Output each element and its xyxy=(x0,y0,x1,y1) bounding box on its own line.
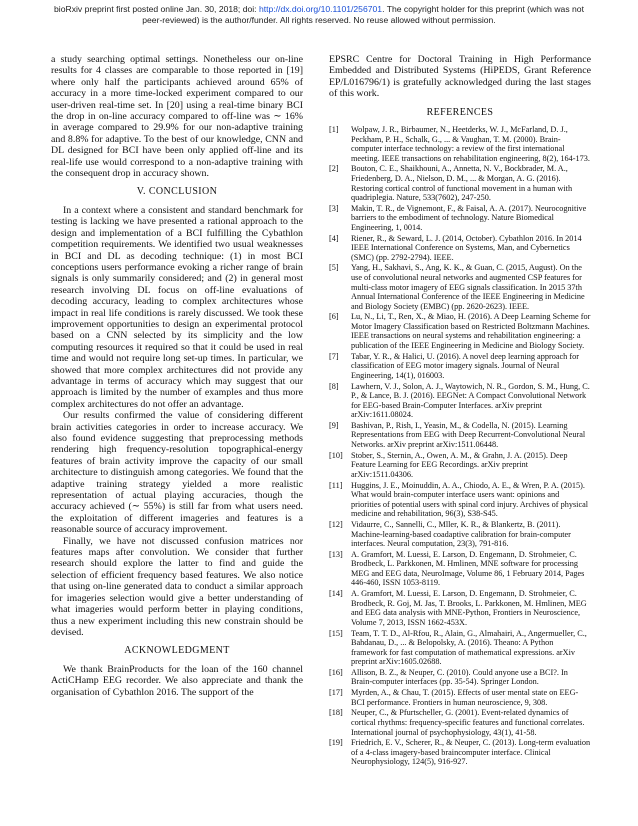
reference-number: [18] xyxy=(329,708,343,718)
conclusion-paragraph-2: Our results confirmed the value of considering different brain activities categories in order to increase accuracy. We also found evidence suggesting that preprocessing methods rendering high frequency-resolution topographical-energy features of brain activity improve the capacity of our small architecture to distinguish among categories. We found that the adaptive training strategy yielded a more realistic representation of actual playing accuracies, though the accuracy achieved (∼ 55%) is still far from what users need. the exploitation of different imageries and features is a reasonable source of accuracy improvement. xyxy=(51,410,303,536)
reference-list xyxy=(329,125,591,767)
reference-item xyxy=(329,125,591,163)
reference-item xyxy=(329,234,591,263)
reference-item xyxy=(329,668,591,687)
reference-number: [7] xyxy=(329,351,339,361)
banner-prefix: bioRxiv preprint first posted online Jan. 30, 2018; doi: xyxy=(54,4,259,14)
reference-item xyxy=(329,589,591,627)
banner-suffix: . The copyright holder for this preprint (which was not xyxy=(382,4,584,14)
reference-item xyxy=(329,312,591,350)
reference-item xyxy=(329,708,591,737)
right-column xyxy=(329,54,591,768)
reference-item xyxy=(329,382,591,420)
reference-text: Lawhern, V. J., Solon, A. J., Waytowich, N. R., Gordon, S. M., Hung, C. P., & Lance, B. J. (2016). EEGNet: A Compact Convolutional Network for EEG-based Brain-Computer Interfaces. arXiv preprint arXiv:1611.08024. xyxy=(351,381,590,420)
reference-text: Tabar, Y. R., & Halici, U. (2016). A novel deep learning approach for classification of EEG motor imagery signals. Journal of Neural Engineering, 14(1), 016003. xyxy=(351,351,579,380)
reference-item xyxy=(329,451,591,480)
reference-number: [6] xyxy=(329,312,339,322)
reference-text: Makin, T. R., de Vignemont, F., & Faisal, A. A. (2017). Neurocognitive barriers to the embodiment of technology. Nature Biomedical Engineering, 1, 0014. xyxy=(351,203,587,232)
reference-number: [2] xyxy=(329,164,339,174)
reference-text: Team, T. T. D., Al-Rfou, R., Alain, G., Almahairi, A., Angermueller, C., Bahdanau, D., ... & Belopolsky, A. (2016). Theano: A Python framework for fast computation of mathematical expressions. arXiv preprint arXiv:1605.02688. xyxy=(351,628,587,667)
reference-text: Yang, H., Sakhavi, S., Ang, K. K., & Guan, C. (2015, August). On the use of convolutional neural networks and augmented CSP features for multi-class motor imagery of EEG signals classification. In 2015 37th Annual International Conference of the IEEE Engineering in Medicine and Biology Society (EMBC) (pp. 2620-2623). IEEE. xyxy=(351,263,585,311)
reference-item xyxy=(329,421,591,450)
acknowledgment-heading: ACKNOWLEDGMENT xyxy=(124,645,230,657)
conclusion-paragraph-3: Finally, we have not discussed confusion matrices nor features maps after convolution. We consider that further research should explore the latter to find and guide the selection of efficient frequency based features. We also notice that using on-line generated data to conduct a similar approach for imageries selection would give a better understanding of what imageries would perform better in playing conditions, thus a new experiment including this new constrain should be devised. xyxy=(51,535,303,638)
reference-number: [12] xyxy=(329,519,343,529)
reference-item xyxy=(329,738,591,767)
reference-text: Vidaurre, C., Sannelli, C., Mller, K. R., & Blankertz, B. (2011). Machine-learning-based coadaptive calibration for brain-computer interfaces. Neural computation, 23(3), 791-816. xyxy=(351,519,571,549)
reference-text: A. Gramfort, M. Luessi, E. Larson, D. Engemann, D. Strohmeier, C. Brodbeck, L. Parkkonen, M. Hmlinen, MNE software for processing MEG and EEG data, NeuroImage, Volume 86, 1 February 2014, Pages 446-460, ISSN 1053-8119. xyxy=(351,549,585,588)
banner-line-1 xyxy=(40,4,598,15)
reference-number: [10] xyxy=(329,450,343,460)
reference-text: Allison, B. Z., & Neuper, C. (2010). Could anyone use a BCI?. In Brain-computer interfaces (pp. 35-54). Springer London. xyxy=(351,667,568,687)
reference-text: A. Gramfort, M. Luessi, E. Larson, D. Engemann, D. Strohmeier, C. Brodbeck, R. Goj, M. Jas, T. Brooks, L. Parkkonen, M. Hmlinen, MEG and EEG data analysis with MNE-Python, Frontiers in Neuroscience, Volume 7, 2013, ISSN 1662-453X. xyxy=(351,589,587,627)
reference-text: Wolpaw, J. R., Birbaumer, N., Heetderks, W. J., McFarland, D. J., Peckham, P. H., Schalk, G., ... & Vaughan, T. M. (2000). Brain-computer interface technology: a review of the first international meeting. IEEE transactions on rehabilitation engineering, 8(2), 164-173. xyxy=(351,125,590,163)
reference-text: Lu, N., Li, T., Ren, X., & Miao, H. (2016). A Deep Learning Scheme for Motor Imagery Classification based on Restricted Boltzmann Machines. IEEE transactions on neural systems and rehabilitation engineering: a publication of the IEEE Engineering in Medicine and Biology Society. xyxy=(351,312,591,350)
reference-number: [4] xyxy=(329,233,339,243)
reference-text: Bashivan, P., Rish, I., Yeasin, M., & Codella, N. (2015). Learning Representations from EEG with Deep Recurrent-Convolutional Neural Networks. arXiv preprint arXiv:1511.06448. xyxy=(351,420,586,450)
discussion-paragraph: a study searching optimal settings. Nonetheless our on-line results for 4 classes are comparable to those reported in [19] where only half the participants achieved around 65% of accuracy in a more time-locked experiment compared to our user-driven real-time set. In [20] using a real-time binary BCI the drop in on-line accuracy compared to off-line was ∼ 16% in average compared to 29.9% for our non-adaptive training and 8.8% for adaptive. To the best of our knowledge, CNN and DL designed for BCI have been only applied off-line and its real-life use would correspond to a non-adaptive training with the consequent drop in accuracy shown. xyxy=(51,54,303,180)
reference-item xyxy=(329,520,591,549)
reference-item xyxy=(329,550,591,588)
acknowledgment-paragraph: We thank BrainProducts for the loan of the 160 channel ActiCHamp EEG recorder. We also appreciate and thank the organisation of Cybathlon 2016. The support of the xyxy=(51,663,303,698)
reference-text: Stober, S., Sternin, A., Owen, A. M., & Grahn, J. A. (2015). Deep Feature Learning for EEG Recordings. arXiv preprint arXiv:1511.04306. xyxy=(351,450,568,479)
reference-text: Myrden, A., & Chau, T. (2015). Effects of user mental state on EEG-BCI performance. Frontiers in human neuroscience, 9, 308. xyxy=(351,688,579,707)
reference-number: [13] xyxy=(329,549,343,559)
reference-number: [1] xyxy=(329,125,339,135)
conclusion-paragraph-1: In a context where a consistent and standard benchmark for testing is lacking we have presented a rational approach to the design and implementation of a BCI fulfilling the Cybathlon competition requirements. We identified two usual weaknesses in BCI and DL as decoding technique: (1) in most BCI conceptions users performance evoking a richer range of brain signals is only summarily considered; and (2) in general most research involving DL focus on off-line evaluations of decoding accuracy, leading to complex architectures whose impact in real life conditions is rarely discussed. We took these improvement opportunities to design an experimental protocol based on a CNN selected by its simplicity and the low computing resources it required so that it could be used in real time and would not require long set-up times. In particular, we showed that more complex architectures did not provide any advantage in terms of accuracy which may suggest that our approach is limited by the number of examples and thus more complex architectures do not offer an advantage. xyxy=(51,204,303,410)
preprint-banner xyxy=(40,4,598,26)
conclusion-heading: V. CONCLUSION xyxy=(136,186,218,198)
reference-number: [11] xyxy=(329,480,343,490)
reference-text: Bouton, C. E., Shaikhouni, A., Annetta, N. V., Bockbrader, M. A., Friedenberg, D. A., Nielson, D. M., ... & Morgan, A. G. (2016). Restoring cortical control of functional movement in a human with quadriplegia. Nature, 533(7602), 247-250. xyxy=(351,164,573,203)
reference-item xyxy=(329,263,591,311)
reference-number: [14] xyxy=(329,589,343,599)
reference-number: [15] xyxy=(329,628,343,638)
reference-number: [8] xyxy=(329,381,339,391)
reference-text: Riener, R., & Seward, L. J. (2014, October). Cybathlon 2016. In 2014 IEEE International Conference on Systems, Man, and Cybernetics (SMC) (pp. 2792-2794). IEEE. xyxy=(351,233,582,262)
reference-text: Huggins, J. E., Moinuddin, A. A., Chiodo, A. E., & Wren, P. A. (2015). What would brain-computer interface users want: opinions and priorities of potential users with spinal cord injury. Archives of physical medicine and rehabilitation, 96(3), S38-S45. xyxy=(351,480,589,519)
reference-number: [17] xyxy=(329,688,343,698)
reference-text: Neuper, C., & Pfurtscheller, G. (2001). Event-related dynamics of cortical rhythms: frequency-specific features and functional correlates. International journal of psychophysiology, 43(1), 41-58. xyxy=(351,708,585,737)
reference-item xyxy=(329,629,591,667)
doi-link[interactable]: http://dx.doi.org/10.1101/256701 xyxy=(258,4,383,14)
reference-number: [19] xyxy=(329,738,343,748)
banner-line-2: peer-reviewed) is the author/funder. All rights reserved. No reuse allowed without permission. xyxy=(142,15,496,25)
left-column xyxy=(51,54,303,698)
reference-number: [3] xyxy=(329,203,339,213)
reference-text: Friedrich, E. V., Scherer, R., & Neuper, C. (2013). Long-term evaluation of a 4-class imagery-based braincomputer interface. Clinical Neurophysiology, 124(5), 916-927. xyxy=(351,738,591,767)
references-heading: REFERENCES xyxy=(426,106,494,118)
reference-item xyxy=(329,352,591,381)
reference-number: [16] xyxy=(329,667,343,677)
reference-item xyxy=(329,204,591,233)
reference-number: [5] xyxy=(329,263,339,273)
reference-item xyxy=(329,164,591,202)
acknowledgment-continuation: EPSRC Centre for Doctoral Training in High Performance Embedded and Distributed Systems (HiPEDS, Grant Reference EP/L016796/1) is gratefully acknowledged during the last stages of this work. xyxy=(329,54,591,100)
reference-item xyxy=(329,481,591,519)
reference-number: [9] xyxy=(329,420,339,430)
reference-item xyxy=(329,688,591,707)
